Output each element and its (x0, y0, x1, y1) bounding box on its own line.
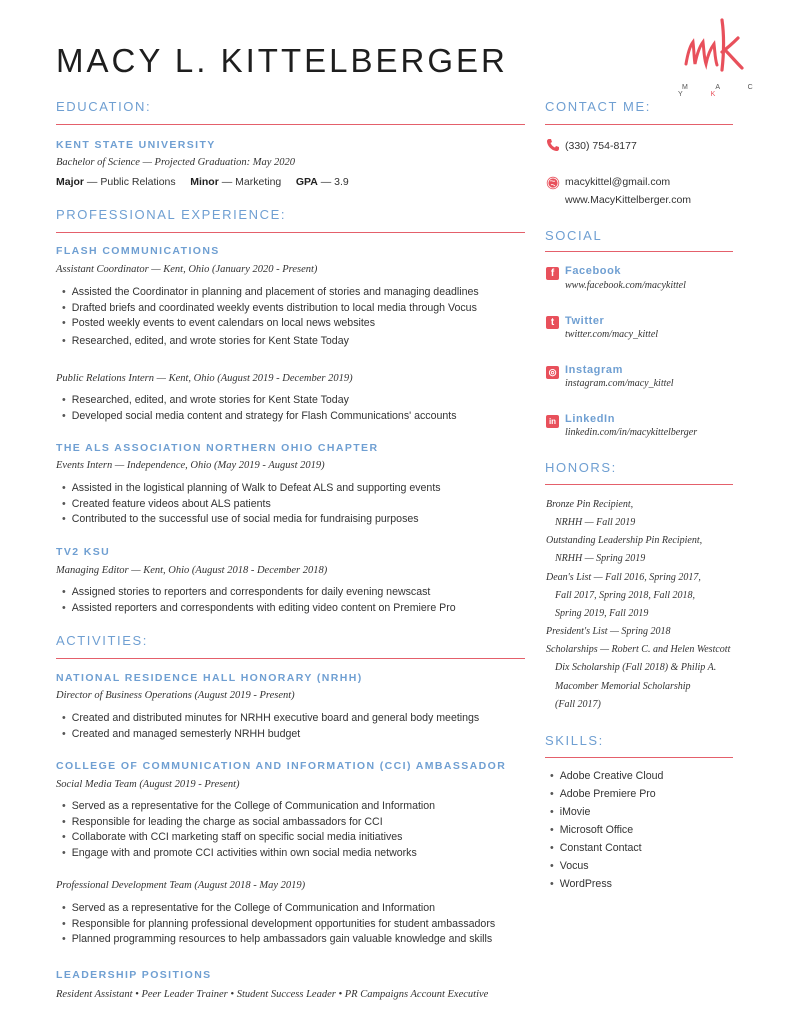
org-cci: COLLEGE OF COMMUNICATION AND INFORMATION (CCI) AMBASSADOR (56, 760, 507, 772)
resume-name: MACY L. KITTELBERGER (56, 42, 508, 79)
list-item: • Responsible for planning professional development opportunities for student ambassadors (56, 917, 495, 933)
list-item: • Assisted in the logistical planning of Walk to Defeat ALS and supporting events (56, 481, 441, 497)
role-flash-coordinator: Assistant Coordinator — Kent, Ohio (January 2020 - Present) (56, 264, 318, 275)
list-item: • Adobe Premiere Pro (546, 785, 663, 803)
linkedin-icon: in (546, 415, 559, 428)
list-item: • Created and distributed minutes for NRHH executive board and general body meetings (56, 711, 479, 727)
list-item: • Researched, edited, and wrote stories for Kent State Today (56, 393, 457, 409)
bullets-tv2 (56, 585, 456, 616)
phone-icon (546, 138, 560, 157)
honor-line: NRHH — Fall 2019 (555, 517, 636, 528)
honor-line: Macomber Memorial Scholarship (555, 681, 691, 692)
org-tv2: TV2 KSU (56, 546, 111, 558)
social-twitter-url[interactable]: twitter.com/macy_kittel (565, 329, 659, 340)
degree: Bachelor of Science — Projected Graduation: May 2020 (56, 157, 296, 168)
role-tv2: Managing Editor — Kent, Ohio (August 2018 - December 2018) (56, 565, 328, 576)
honors-divider (545, 484, 733, 485)
list-item: • Adobe Creative Cloud (546, 767, 663, 785)
twitter-icon: t (546, 316, 559, 329)
honor-line: NRHH — Spring 2019 (555, 553, 646, 564)
org-flash: FLASH COMMUNICATIONS (56, 245, 220, 257)
school-name: KENT STATE UNIVERSITY (56, 139, 216, 151)
activities-divider (56, 658, 525, 659)
list-item: • Developed social media content and strategy for Flash Communications' accounts (56, 409, 457, 425)
skills-divider (545, 757, 733, 758)
role-als: Events Intern — Independence, Ohio (May 2019 - August 2019) (56, 460, 325, 471)
facebook-icon: f (546, 267, 559, 280)
role-cci-profdev: Professional Development Team (August 2018 - May 2019) (56, 880, 306, 891)
honor-line: Fall 2017, Spring 2018, Fall 2018, (555, 590, 695, 601)
social-linkedin-label[interactable]: LinkedIn (565, 413, 616, 425)
list-item: • Engage with and promote CCI activities within own social media networks (56, 846, 435, 862)
list-item: • Assisted the Coordinator in planning and placement of stories and managing deadlines (56, 285, 479, 301)
website-link[interactable]: www.MacyKittelberger.com (565, 194, 692, 206)
list-item: • Constant Contact (546, 839, 663, 857)
honor-line: (Fall 2017) (555, 699, 601, 710)
honor-line: Bronze Pin Recipient, (546, 499, 634, 510)
list-item: • Drafted briefs and coordinated weekly events distribution to local media through Vocus (56, 301, 479, 317)
honor-line: Dix Scholarship (Fall 2018) & Philip A. (555, 662, 717, 673)
list-item: • WordPress (546, 875, 663, 893)
social-facebook-label[interactable]: Facebook (565, 265, 622, 277)
list-item: • Served as a representative for the College of Communication and Information (56, 799, 435, 815)
honor-line: Outstanding Leadership Pin Recipient, (546, 535, 703, 546)
logo-subtitle: M A C Y K (678, 84, 766, 98)
list-item: • Responsible for leading the charge as social ambassadors for CCI (56, 815, 435, 831)
org-nrhh: NATIONAL RESIDENCE HALL HONORARY (NRHH) (56, 672, 363, 684)
logo (678, 12, 768, 96)
list-item: • Collaborate with CCI marketing staff on specific social media initiatives (56, 830, 435, 846)
honor-line: Dean's List — Fall 2016, Spring 2017, (546, 572, 701, 583)
bullets-cci-profdev (56, 901, 495, 948)
social-instagram-label[interactable]: Instagram (565, 364, 623, 376)
skills-list (546, 767, 663, 893)
list-item: • iMovie (546, 803, 663, 821)
phone-number: (330) 754-8177 (565, 140, 637, 152)
email-address[interactable]: macykittel@gmail.com (565, 176, 671, 188)
education-details: Major — Public Relations Minor — Marketing GPA — 3.9 (56, 176, 349, 188)
contact-heading: CONTACT ME: (545, 99, 651, 114)
bullets-flash-intern (56, 393, 457, 424)
honor-line: President's List — Spring 2018 (546, 626, 671, 637)
role-cci-social: Social Media Team (August 2019 - Present) (56, 779, 240, 790)
mk-logo-icon (678, 12, 768, 82)
education-heading: EDUCATION: (56, 99, 152, 114)
bullets-nrhh (56, 711, 479, 742)
list-item: • Vocus (546, 857, 663, 875)
role-flash-intern: Public Relations Intern — Kent, Ohio (August 2019 - December 2019) (56, 373, 353, 384)
skills-heading: SKILLS: (545, 733, 604, 748)
instagram-icon: ◎ (546, 366, 559, 379)
experience-divider (56, 232, 525, 233)
activities-heading: ACTIVITIES: (56, 633, 149, 648)
role-nrhh: Director of Business Operations (August 2019 - Present) (56, 690, 295, 701)
social-twitter-label[interactable]: Twitter (565, 315, 605, 327)
education-divider (56, 124, 525, 125)
globe-icon (546, 176, 560, 195)
bullets-flash-coordinator (56, 285, 479, 349)
list-item: • Planned programming resources to help ambassadors gain valuable knowledge and skills (56, 932, 495, 948)
honor-line: Spring 2019, Fall 2019 (555, 608, 649, 619)
honor-line: Scholarships — Robert C. and Helen Westcott (546, 644, 731, 655)
experience-heading: PROFESSIONAL EXPERIENCE: (56, 207, 287, 222)
list-item: • Served as a representative for the College of Communication and Information (56, 901, 495, 917)
org-als: THE ALS ASSOCIATION NORTHERN OHIO CHAPTER (56, 442, 379, 454)
list-item: • Created feature videos about ALS patients (56, 497, 441, 513)
bullets-cci-social (56, 799, 435, 861)
social-heading: SOCIAL (545, 228, 603, 243)
org-leadership: LEADERSHIP POSITIONS (56, 969, 212, 981)
honors-heading: HONORS: (545, 460, 617, 475)
social-instagram-url[interactable]: instagram.com/macy_kittel (565, 378, 674, 389)
leadership-positions: Resident Assistant • Peer Leader Trainer • Student Success Leader • PR Campaigns Account Executive (56, 989, 489, 1000)
social-facebook-url[interactable]: www.facebook.com/macykittel (565, 280, 686, 291)
social-linkedin-url[interactable]: linkedin.com/in/macykittelberger (565, 427, 698, 438)
list-item: • Assigned stories to reporters and correspondents for daily evening newscast (56, 585, 456, 601)
bullets-als (56, 481, 441, 528)
list-item: • Posted weekly events to event calendars on local news websites (56, 316, 479, 332)
list-item: • Created and managed semesterly NRHH budget (56, 727, 479, 743)
list-item: • Microsoft Office (546, 821, 663, 839)
social-divider (545, 251, 733, 252)
list-item: • Researched, edited, and wrote stories for Kent State Today (56, 334, 479, 350)
contact-divider (545, 124, 733, 125)
list-item: • Assisted reporters and correspondents with editing video content on Premiere Pro (56, 601, 456, 617)
list-item: • Contributed to the successful use of social media for fundraising purposes (56, 512, 441, 528)
